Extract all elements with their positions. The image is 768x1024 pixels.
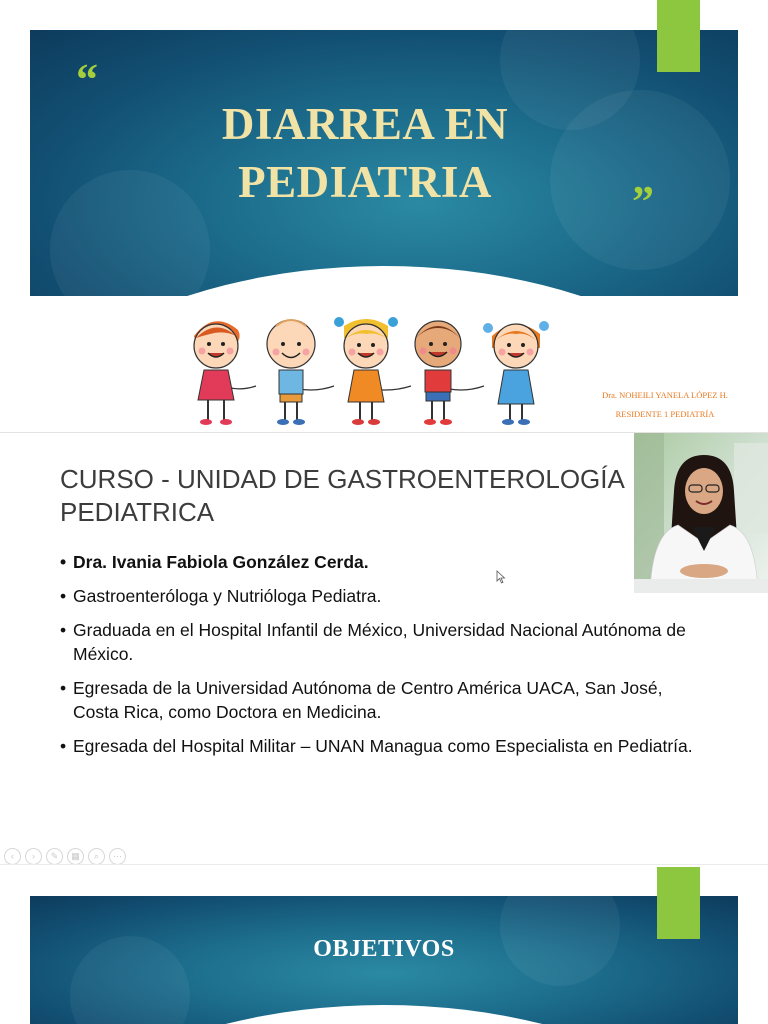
accent-tab (657, 0, 700, 72)
accent-tab (657, 867, 700, 939)
list-item: • Graduada en el Hospital Infantil de México, Universidad Nacional Autónoma de México. (60, 618, 700, 666)
list-item: • Egresada del Hospital Militar – UNAN Managua como Especialista en Pediatría. (60, 734, 700, 758)
child-3 (334, 317, 398, 425)
prev-icon[interactable]: ‹ (4, 848, 21, 865)
child-1 (194, 321, 240, 425)
slide-title-line2: PEDIATRIA (238, 157, 492, 207)
doctor-photo (634, 433, 768, 593)
mouse-cursor-icon (496, 570, 506, 584)
bullet-list (60, 550, 700, 768)
more-icon[interactable]: ⋯ (109, 848, 126, 865)
open-quote: “ (76, 55, 98, 104)
child-2 (267, 320, 315, 425)
course-title-line1: CURSO - UNIDAD DE GASTROENTEROLOGÍA (60, 464, 625, 494)
child-5 (483, 321, 549, 425)
pen-icon[interactable]: ✎ (46, 848, 63, 865)
objectives-title: OBJETIVOS (313, 936, 455, 962)
list-item: • Gastroenteróloga y Nutrióloga Pediatra. (60, 584, 700, 608)
list-item: • Egresada de la Universidad Autónoma de Centro América UACA, San José, Costa Rica, como Doctora en Medicina. (60, 676, 700, 724)
course-slide (0, 432, 768, 864)
course-title (60, 463, 630, 529)
author-block (590, 386, 740, 424)
course-title-line2: PEDIATRICA (60, 497, 215, 527)
objectives-slide (0, 864, 768, 1024)
slideshow-controls (4, 848, 126, 865)
list-item: • Dra. Ivania Fabiola González Cerda. (60, 550, 700, 574)
zoom-icon[interactable]: ⌕ (88, 848, 105, 865)
title-slide (0, 0, 768, 432)
next-icon[interactable]: › (25, 848, 42, 865)
close-quote: ” (632, 177, 654, 226)
slide-title-line1: DIARREA EN (221, 99, 509, 149)
author-name: Dra. NOHEILI YANELA LÓPEZ H. (602, 390, 728, 400)
author-role: RESIDENTE 1 PEDIATRÍA (615, 409, 715, 419)
slide-title (160, 95, 570, 211)
slides-icon[interactable]: ▦ (67, 848, 84, 865)
children-illustration (176, 308, 554, 428)
child-4 (415, 321, 461, 425)
